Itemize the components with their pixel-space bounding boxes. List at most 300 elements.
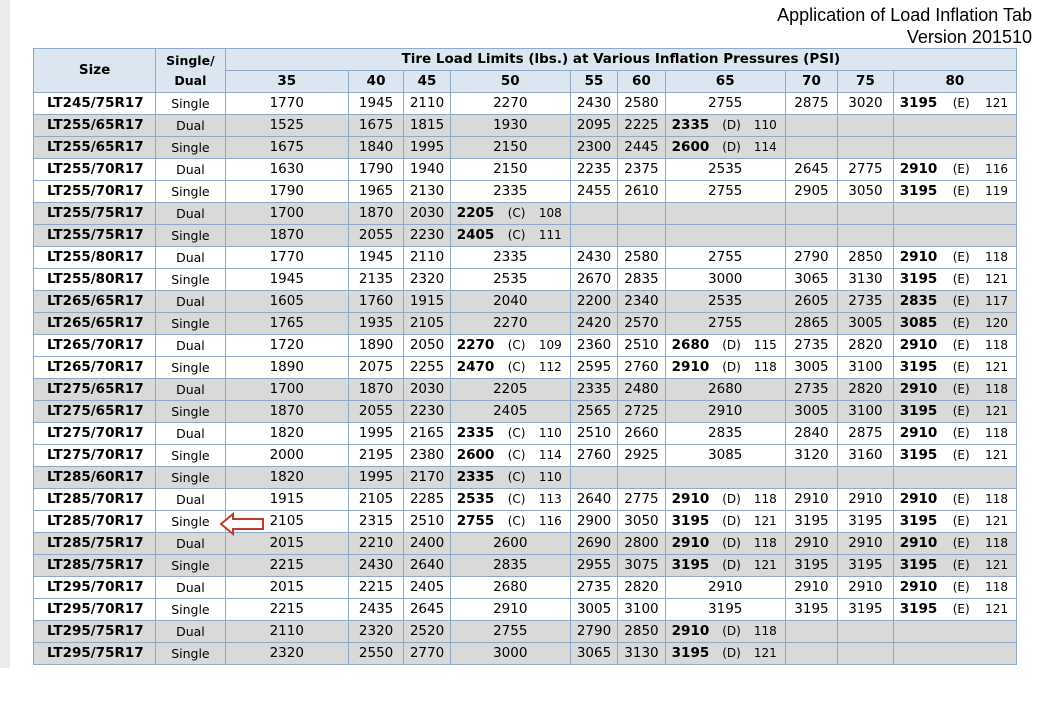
tire-load-table: [33, 48, 1017, 665]
left-arrow-icon: [219, 512, 265, 536]
load-cell: [450, 511, 570, 533]
load-cell: 2905: [785, 181, 837, 203]
load-cell: [893, 93, 1016, 115]
load-cell: 2050: [404, 335, 450, 357]
load-cell: 3120: [785, 445, 837, 467]
load-range: (D): [722, 338, 741, 352]
load-cell: 2215: [225, 599, 348, 621]
load-cell: [665, 115, 785, 137]
load-cell: [838, 467, 894, 489]
load-range: (C): [507, 492, 526, 506]
load-cell: [785, 643, 837, 665]
load-cell: 2790: [570, 621, 617, 643]
load-cell: 1765: [225, 313, 348, 335]
load-cell: 2600: [450, 533, 570, 555]
load-cell: [893, 511, 1016, 533]
load-index: 121: [985, 448, 1008, 462]
table-row: [34, 93, 1017, 115]
single-dual: Single: [156, 401, 226, 423]
max-load-value: 3195: [899, 513, 938, 529]
max-load-value: 2910: [899, 249, 938, 265]
header-size: Size: [34, 49, 156, 93]
max-load-value: 2470: [456, 359, 495, 375]
load-cell: 2755: [665, 93, 785, 115]
load-range: (E): [952, 96, 970, 110]
load-cell: 2405: [450, 401, 570, 423]
load-cell: [618, 467, 665, 489]
table-row: [34, 137, 1017, 159]
load-cell: 2400: [404, 533, 450, 555]
load-cell: 2445: [618, 137, 665, 159]
load-cell: 2165: [404, 423, 450, 445]
load-cell: 1945: [225, 269, 348, 291]
load-cell: [450, 335, 570, 357]
single-dual: Single: [156, 599, 226, 621]
load-cell: [665, 533, 785, 555]
load-cell: 1930: [450, 115, 570, 137]
load-cell: 2000: [225, 445, 348, 467]
load-cell: [838, 203, 894, 225]
single-dual: Single: [156, 357, 226, 379]
load-cell: [450, 357, 570, 379]
table-row: [34, 643, 1017, 665]
load-cell: 1815: [404, 115, 450, 137]
load-cell: 2320: [348, 621, 404, 643]
load-range: (E): [952, 448, 970, 462]
load-cell: 1945: [348, 93, 404, 115]
load-cell: [665, 335, 785, 357]
load-cell: 2335: [450, 181, 570, 203]
table-row: [34, 159, 1017, 181]
load-cell: 2105: [348, 489, 404, 511]
max-load-value: 3085: [899, 315, 938, 331]
load-index: 121: [985, 602, 1008, 616]
load-index: 121: [753, 514, 777, 528]
load-cell: 3195: [785, 555, 837, 577]
load-index: 119: [985, 184, 1008, 198]
max-load-value: 2910: [899, 579, 938, 595]
load-cell: 1820: [225, 423, 348, 445]
table-row: [34, 555, 1017, 577]
load-cell: 2570: [618, 313, 665, 335]
max-load-value: 2535: [456, 491, 495, 507]
load-cell: 2910: [838, 533, 894, 555]
load-cell: [893, 533, 1016, 555]
load-range: (E): [952, 382, 970, 396]
load-range: (C): [507, 338, 526, 352]
load-index: 115: [753, 338, 777, 352]
load-cell: [450, 203, 570, 225]
load-cell: [893, 269, 1016, 291]
load-index: 114: [753, 140, 777, 154]
load-range: (C): [507, 206, 526, 220]
load-cell: 2595: [570, 357, 617, 379]
load-range: (E): [952, 426, 970, 440]
load-cell: [893, 225, 1016, 247]
max-load-value: 2270: [456, 337, 495, 353]
load-cell: 1995: [348, 467, 404, 489]
load-cell: 3050: [838, 181, 894, 203]
load-cell: 2375: [618, 159, 665, 181]
load-cell: 2875: [785, 93, 837, 115]
load-cell: 2875: [838, 423, 894, 445]
load-range: (E): [952, 580, 970, 594]
tire-size: LT265/65R17: [34, 313, 156, 335]
load-cell: 1840: [348, 137, 404, 159]
load-range: (D): [722, 558, 741, 572]
load-cell: 3085: [665, 445, 785, 467]
tire-size: LT275/65R17: [34, 401, 156, 423]
load-cell: [665, 511, 785, 533]
load-cell: 3195: [785, 599, 837, 621]
max-load-value: 3195: [899, 447, 938, 463]
load-cell: 3195: [838, 511, 894, 533]
title-line-1: Application of Load Inflation Tab: [777, 5, 1032, 25]
table-row: [34, 467, 1017, 489]
load-cell: 2030: [404, 379, 450, 401]
tire-size: LT285/60R17: [34, 467, 156, 489]
load-cell: 2205: [450, 379, 570, 401]
max-load-value: 2205: [456, 205, 495, 221]
load-cell: 2340: [618, 291, 665, 313]
single-dual: Single: [156, 643, 226, 665]
load-cell: 1940: [404, 159, 450, 181]
load-range: (D): [722, 536, 741, 550]
load-range: (C): [507, 448, 526, 462]
load-cell: 1935: [348, 313, 404, 335]
load-range: (E): [952, 492, 970, 506]
load-index: 121: [985, 558, 1008, 572]
load-cell: 2690: [570, 533, 617, 555]
max-load-value: 2405: [456, 227, 495, 243]
max-load-value: 3195: [899, 95, 938, 111]
load-range: (C): [507, 426, 526, 440]
load-cell: 2760: [618, 357, 665, 379]
load-cell: 2215: [348, 577, 404, 599]
load-cell: 3000: [665, 269, 785, 291]
table-row: [34, 533, 1017, 555]
load-cell: 2200: [570, 291, 617, 313]
load-cell: 3130: [618, 643, 665, 665]
load-cell: 3075: [618, 555, 665, 577]
load-index: 121: [985, 404, 1008, 418]
load-cell: 1820: [225, 467, 348, 489]
load-cell: 2435: [348, 599, 404, 621]
load-cell: [838, 115, 894, 137]
load-cell: 2110: [225, 621, 348, 643]
header-psi: 55: [570, 71, 617, 93]
single-dual: Dual: [156, 203, 226, 225]
load-cell: 2110: [404, 247, 450, 269]
max-load-value: 2755: [456, 513, 495, 529]
tire-size: LT265/70R17: [34, 335, 156, 357]
load-cell: 2030: [404, 203, 450, 225]
max-load-value: 3195: [899, 183, 938, 199]
load-cell: [893, 643, 1016, 665]
load-index: 118: [985, 250, 1008, 264]
load-cell: 2210: [348, 533, 404, 555]
load-range: (E): [952, 338, 970, 352]
load-cell: 1870: [348, 203, 404, 225]
load-cell: 3050: [618, 511, 665, 533]
load-cell: [450, 489, 570, 511]
max-load-value: 2910: [671, 535, 710, 551]
load-index: 121: [985, 360, 1008, 374]
load-cell: [893, 445, 1016, 467]
max-load-value: 3195: [671, 557, 710, 573]
load-index: 113: [538, 492, 562, 506]
load-range: (E): [952, 360, 970, 374]
load-cell: 2775: [838, 159, 894, 181]
load-cell: 2270: [450, 313, 570, 335]
header-psi: 65: [665, 71, 785, 93]
load-cell: 2360: [570, 335, 617, 357]
load-cell: 3065: [570, 643, 617, 665]
load-index: 116: [985, 162, 1008, 176]
tire-size: LT265/65R17: [34, 291, 156, 313]
load-cell: 3195: [838, 555, 894, 577]
load-index: 110: [753, 118, 777, 132]
load-cell: [838, 621, 894, 643]
load-cell: 2550: [348, 643, 404, 665]
load-cell: 1770: [225, 247, 348, 269]
header-psi: 40: [348, 71, 404, 93]
load-cell: 2580: [618, 247, 665, 269]
load-cell: 2110: [404, 93, 450, 115]
load-cell: 2735: [570, 577, 617, 599]
max-load-value: 3195: [671, 513, 710, 529]
header-psi: 70: [785, 71, 837, 93]
load-cell: 2580: [618, 93, 665, 115]
load-cell: [893, 203, 1016, 225]
single-dual: Dual: [156, 115, 226, 137]
load-cell: 1630: [225, 159, 348, 181]
load-cell: 2150: [450, 137, 570, 159]
load-cell: [893, 577, 1016, 599]
load-range: (E): [952, 514, 970, 528]
load-index: 118: [753, 536, 777, 550]
load-cell: [450, 225, 570, 247]
tire-size: LT285/75R17: [34, 533, 156, 555]
tire-size: LT255/70R17: [34, 159, 156, 181]
load-index: 118: [753, 624, 777, 638]
load-cell: 1700: [225, 203, 348, 225]
load-cell: 2130: [404, 181, 450, 203]
load-cell: [665, 489, 785, 511]
load-cell: 2315: [348, 511, 404, 533]
load-index: 112: [538, 360, 562, 374]
header-psi: 60: [618, 71, 665, 93]
load-cell: 2900: [570, 511, 617, 533]
load-index: 120: [985, 316, 1008, 330]
load-cell: 1995: [348, 423, 404, 445]
load-cell: 2640: [570, 489, 617, 511]
single-dual: Dual: [156, 621, 226, 643]
load-range: (E): [952, 536, 970, 550]
table-row: [34, 335, 1017, 357]
load-index: 110: [538, 426, 562, 440]
load-range: (E): [952, 162, 970, 176]
load-cell: 3195: [665, 599, 785, 621]
load-cell: 2680: [665, 379, 785, 401]
load-cell: [665, 621, 785, 643]
load-cell: 2660: [618, 423, 665, 445]
single-dual: Single: [156, 445, 226, 467]
load-index: 121: [753, 558, 777, 572]
load-index: 118: [985, 492, 1008, 506]
load-cell: [893, 357, 1016, 379]
load-cell: 2605: [785, 291, 837, 313]
load-cell: 2405: [404, 577, 450, 599]
single-dual: Single: [156, 181, 226, 203]
single-dual: Single: [156, 313, 226, 335]
load-cell: 2300: [570, 137, 617, 159]
load-index: 109: [538, 338, 562, 352]
load-cell: 1700: [225, 379, 348, 401]
load-cell: 2195: [348, 445, 404, 467]
load-cell: [893, 423, 1016, 445]
tire-size: LT275/65R17: [34, 379, 156, 401]
load-index: 118: [985, 338, 1008, 352]
load-cell: [785, 621, 837, 643]
load-cell: [570, 203, 617, 225]
header-psi: 75: [838, 71, 894, 93]
table-row: [34, 489, 1017, 511]
load-cell: [570, 225, 617, 247]
load-cell: 2225: [618, 115, 665, 137]
load-cell: 2235: [570, 159, 617, 181]
load-index: 121: [753, 646, 777, 660]
load-cell: 2850: [618, 621, 665, 643]
load-index: 121: [985, 96, 1008, 110]
load-cell: 2480: [618, 379, 665, 401]
max-load-value: 2335: [671, 117, 710, 133]
load-cell: 3000: [450, 643, 570, 665]
load-index: 108: [538, 206, 562, 220]
load-cell: [893, 313, 1016, 335]
load-cell: [785, 115, 837, 137]
max-load-value: 2600: [671, 139, 710, 155]
load-cell: 2150: [450, 159, 570, 181]
load-cell: 3005: [785, 401, 837, 423]
load-range: (D): [722, 140, 741, 154]
load-cell: 2820: [618, 577, 665, 599]
load-range: (D): [722, 492, 741, 506]
load-cell: 3195: [838, 599, 894, 621]
load-cell: 1770: [225, 93, 348, 115]
load-cell: 2910: [838, 489, 894, 511]
load-cell: [893, 401, 1016, 423]
load-cell: 2835: [450, 555, 570, 577]
load-cell: [893, 159, 1016, 181]
load-cell: 3160: [838, 445, 894, 467]
load-cell: 2865: [785, 313, 837, 335]
single-dual: Dual: [156, 159, 226, 181]
load-cell: 2910: [665, 401, 785, 423]
header-single-dual: [156, 49, 226, 93]
load-cell: 2285: [404, 489, 450, 511]
load-cell: 2910: [785, 533, 837, 555]
load-cell: 2015: [225, 533, 348, 555]
load-cell: [665, 643, 785, 665]
load-cell: 2735: [785, 379, 837, 401]
single-dual: Single: [156, 225, 226, 247]
load-cell: 2520: [404, 621, 450, 643]
load-cell: [838, 643, 894, 665]
load-cell: 2015: [225, 577, 348, 599]
load-cell: [665, 467, 785, 489]
max-load-value: 2910: [899, 491, 938, 507]
table-row: [34, 357, 1017, 379]
left-margin-strip: [0, 0, 10, 668]
load-cell: 2835: [618, 269, 665, 291]
load-cell: 2735: [838, 291, 894, 313]
load-range: (E): [952, 294, 970, 308]
tire-size: LT285/70R17: [34, 489, 156, 511]
load-cell: 2230: [404, 401, 450, 423]
load-cell: 2910: [450, 599, 570, 621]
tire-size: LT275/70R17: [34, 423, 156, 445]
load-index: 110: [538, 470, 562, 484]
load-cell: 3065: [785, 269, 837, 291]
load-cell: 2335: [570, 379, 617, 401]
load-cell: [893, 137, 1016, 159]
load-cell: [893, 467, 1016, 489]
load-cell: 2735: [785, 335, 837, 357]
table-row: [34, 511, 1017, 533]
load-index: 118: [985, 536, 1008, 550]
max-load-value: 2335: [456, 469, 495, 485]
header-single-dual-line2: Dual: [174, 72, 207, 88]
load-cell: 1605: [225, 291, 348, 313]
tire-size: LT255/75R17: [34, 225, 156, 247]
load-cell: 2105: [225, 511, 348, 533]
max-load-value: 2910: [899, 337, 938, 353]
max-load-value: 2910: [899, 425, 938, 441]
single-dual: Single: [156, 555, 226, 577]
tire-size: LT285/75R17: [34, 555, 156, 577]
tire-size: LT255/80R17: [34, 247, 156, 269]
max-load-value: 2600: [456, 447, 495, 463]
load-cell: 2535: [665, 159, 785, 181]
load-cell: 2055: [348, 225, 404, 247]
max-load-value: 2910: [899, 161, 938, 177]
load-cell: [618, 203, 665, 225]
max-load-value: 2835: [899, 293, 938, 309]
load-cell: 1890: [348, 335, 404, 357]
table-row: [34, 247, 1017, 269]
load-cell: 2645: [404, 599, 450, 621]
max-load-value: 2335: [456, 425, 495, 441]
single-dual: Single: [156, 137, 226, 159]
load-cell: [838, 225, 894, 247]
header-single-dual-line1: Single/: [166, 52, 215, 68]
load-cell: 2850: [838, 247, 894, 269]
load-cell: [450, 445, 570, 467]
load-range: (C): [507, 470, 526, 484]
load-cell: [785, 203, 837, 225]
table-row: [34, 599, 1017, 621]
load-cell: 2510: [618, 335, 665, 357]
load-cell: 2430: [570, 93, 617, 115]
load-cell: 2770: [404, 643, 450, 665]
load-index: 114: [538, 448, 562, 462]
load-cell: [570, 467, 617, 489]
load-range: (E): [952, 272, 970, 286]
tire-size: LT295/75R17: [34, 643, 156, 665]
table-row: [34, 577, 1017, 599]
load-cell: [893, 555, 1016, 577]
